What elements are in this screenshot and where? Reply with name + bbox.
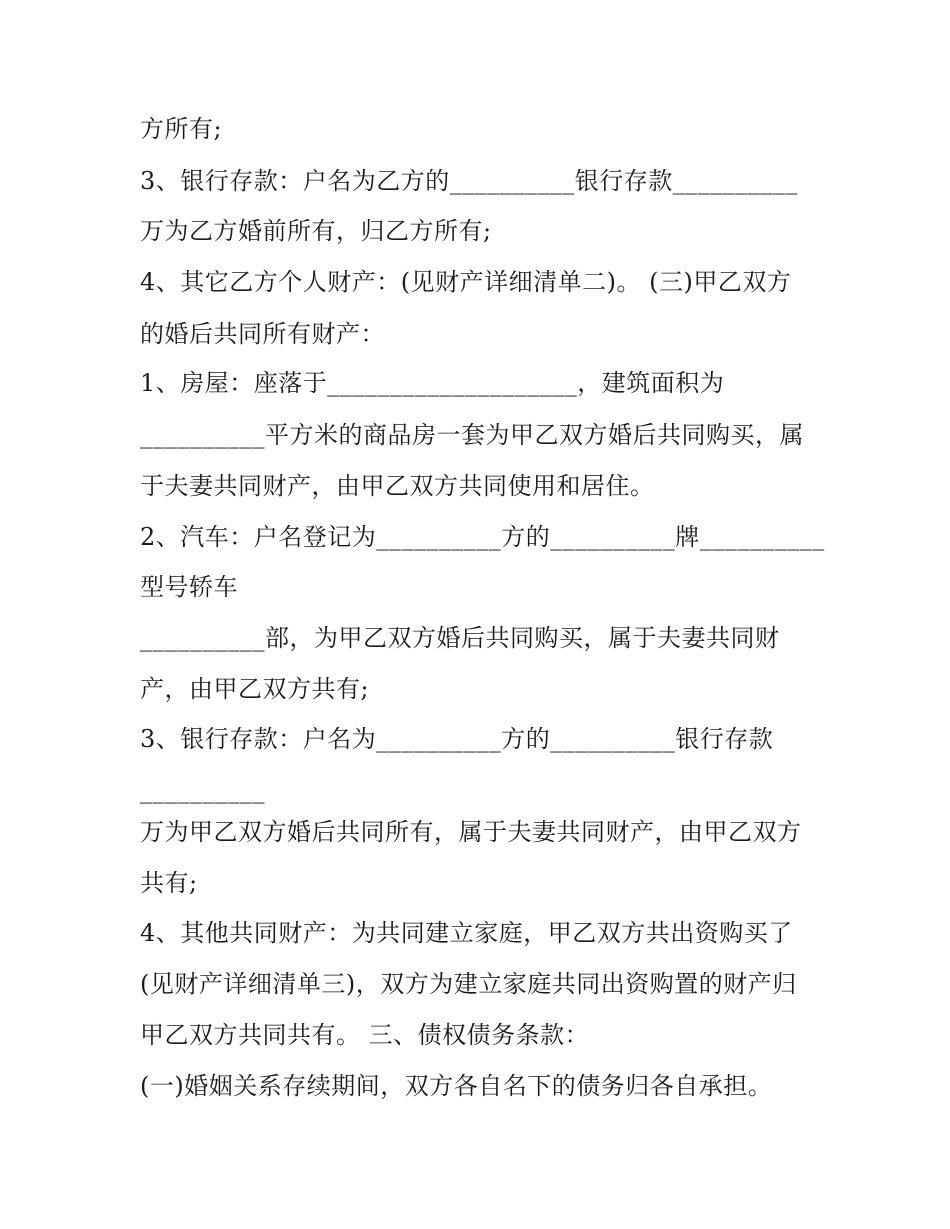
text-line: 3、银行存款：户名为__________方的__________银行存款 [140, 725, 774, 753]
text-line: 于夫妻共同财产，由甲乙双方共同使用和居住。 [140, 472, 655, 500]
text-line: 方所有; [140, 115, 223, 143]
text-line: __________ [140, 776, 265, 804]
text-line: 2、汽车：户名登记为__________方的__________牌__________ [140, 523, 825, 551]
text-line: 共有; [140, 869, 198, 897]
text-line: 3、银行存款：户名为乙方的__________银行存款__________ [140, 167, 798, 195]
text-line: 4、其他共同财产：为共同建立家庭，甲乙双方共出资购买了 [140, 919, 793, 947]
text-line: 4、其它乙方个人财产：(见财产详细清单二)。 (三)甲乙双方 [140, 268, 792, 296]
text-line: (见财产详细清单三)，双方为建立家庭共同出资购置的财产归 [140, 970, 797, 998]
text-line: 型号轿车 [140, 573, 238, 601]
text-line: (一)婚姻关系存续期间，双方各自名下的债务归各自承担。 [140, 1072, 773, 1100]
text-line: __________部，为甲乙双方婚后共同购买，属于夫妻共同财 [140, 624, 780, 652]
text-line: __________平方米的商品房一套为甲乙双方婚后共同购买，属 [140, 421, 804, 449]
text-line: 产，由甲乙双方共有; [140, 675, 370, 703]
text-line: 万为乙方婚前所有，归乙方所有; [140, 217, 492, 245]
text-line: 的婚后共同所有财产： [140, 320, 385, 348]
text-line: 甲乙双方共同共有。 三、债权债务条款： [140, 1021, 590, 1049]
text-line: 万为甲乙双方婚后共同所有，属于夫妻共同财产，由甲乙双方 [140, 818, 802, 846]
text-line: 1、房屋：座落于____________________，建筑面积为 [140, 369, 725, 397]
